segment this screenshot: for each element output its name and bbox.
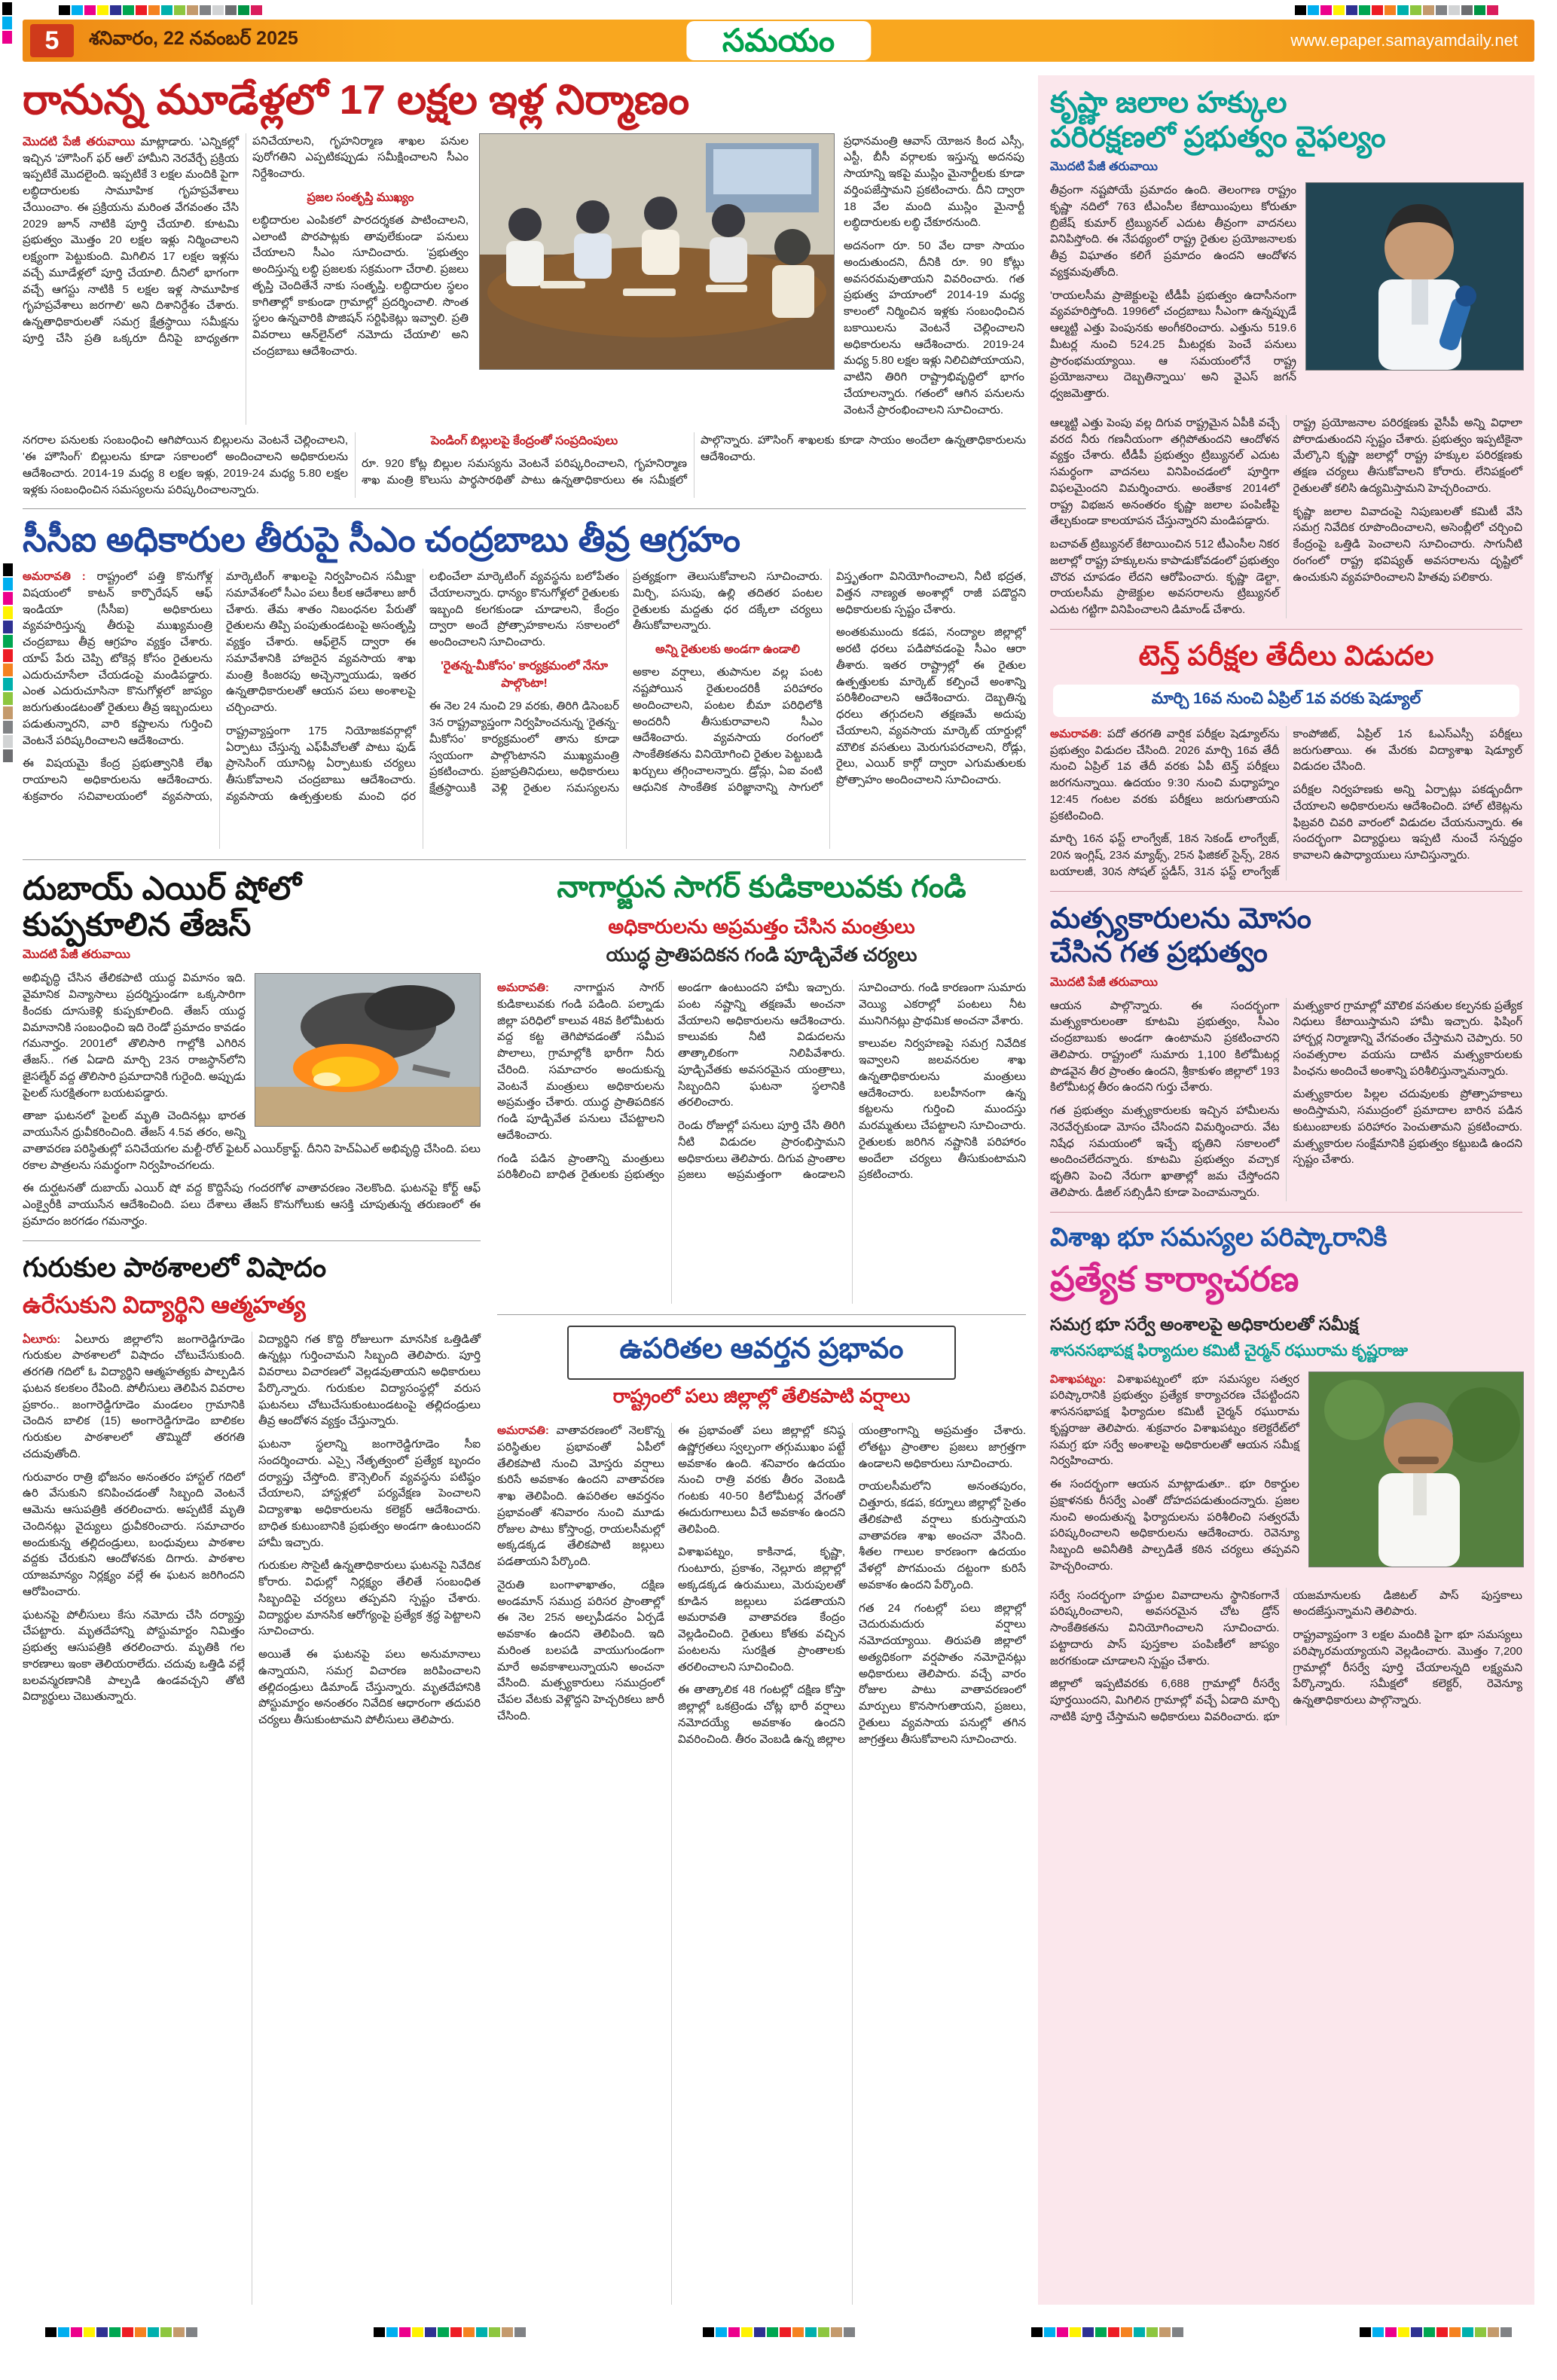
fishermen-paragraph: గత ప్రభుత్వం మత్స్యకారులకు ఇచ్చిన హామీలను నెరవేర్చకుండా మోసం చేసిందని విమర్శించారు. వేట నిషేధ సమయంలో ఇచ్చే భృతిని సకాలంలో అందించలేదన్నారు. కూటమి ప్రభుత్వం వచ్చాక భృతిని పెంచి నేరుగా ఖాతాల్లో జమ చేస్తోందని తెలిపారు. డీజిల్ సబ్సిడీని కూడా పెంచామన్నారు. bbox=[1050, 1104, 1280, 1199]
bottom-middle-column bbox=[497, 871, 1026, 2305]
sagar-paragraph-text: నాగార్జున సాగర్ కుడికాలువకు గండి పడింది. పల్నాడు జిల్లా పరిధిలో కాలువ 48వ కిలోమీటరు వద్ద కట్ట తెగిపోవడంతో సమీప పొలాలు, గ్రామాల్లోకి భారీగా నీరు చేరింది. సమాచారం అందుకున్న వెంటనే మంత్రులు అధికారులను అప్రమత్తం చేశారు. యుద్ధ ప్రాతిపదికన గండి పూడ్చివేత పనులు చేపట్టాలని ఆదేశించారు. bbox=[497, 981, 664, 1142]
cci-subhead-2: అన్ని రైతులకు అండగా ఉండాలి bbox=[655, 643, 800, 657]
housing-paragraph: మాట్లాడారు. 'ఎన్నికల్లో ఇచ్చిన 'హౌసింగ్ ఫర్ ఆల్' హామీని నెరవేర్చే ప్రక్రియ ఇప్పటికే మొదలైంది. ఇప్పటికే 3 లక్షల మందికి పైగా లబ్ధిదారులకు సామూహిక గృహప్రవేశాలు చేయించాం. ఈ ప్రక్రియను మరింత వేగవంతం చేసి 2029 జూన్ నాటికి పూర్తి చేయాలి. కూటమి ప్రభుత్వం మొత్తం 20 లక్షల ఇళ్లు నిర్మించాలని లక్ష్యంగా పెట్టుకుంది. మిగిలిన 17 లక్షల ఇళ్లను వచ్చే మూడేళ్లలో పూర్తి చేయాలి. దీనిలో భాగంగా వచ్చే ఆగస్టు నాటికి 5 లక్షల ఇళ్ల సామూహిక గృహప్రవేశాలు జరగాలి' అని దిశానిర్దేశం చేశారు. ఉన్నతాధికారులతో సమగ్ర క్షేత్రస్థాయి సమీక్షను పూర్తి చేసి ప్రతి ఒక్కరూ దీనిపై బాధ్యతగా పనిచేయాలని, గృహనిర్మాణ శాఖల పనుల పురోగతిని ఎప్పటికప్పుడు సమీక్షించాలని సీఎం నిర్దేశించారు. bbox=[23, 134, 469, 345]
weather-paragraph: ఈ ప్రభావంతో పలు జిల్లాల్లో కనిష్ఠ ఉష్ణోగ్రతలు స్వల్పంగా తగ్గుముఖం పట్టే అవకాశం ఉంది. శనివారం ఉదయం నుంచి రాత్రి వరకు తీరం వెంబడి గంటకు 40-50 కిలోమీటర్ల వేగంతో ఈదురుగాలులు వీచే అవకాశం ఉందని తెలిపింది. bbox=[678, 1424, 845, 1536]
sagar-paragraph: కాలువల నిర్వహణపై సమగ్ర నివేదిక ఇవ్వాలని జలవనరుల శాఖ ఉన్నతాధికారులను మంత్రులు ఆదేశించారు. బలహీనంగా ఉన్న కట్టలను గుర్తించి ముందస్తు మరమ్మతులు చేపట్టాలని సూచించారు. రైతులకు జరిగిన నష్టానికి పరిహారం అందేలా చర్యలు తీసుకుంటామని ప్రకటించారు. bbox=[859, 1037, 1026, 1182]
bottom-left-column bbox=[23, 871, 481, 2305]
page-header-bar bbox=[23, 20, 1534, 62]
registration-marks-left-edge bbox=[3, 563, 13, 762]
housing-body-right bbox=[844, 133, 1024, 426]
tenth-paragraph: పరీక్షల నిర్వహణకు అన్ని ఏర్పాట్లు పకడ్బందీగా చేయాలని అధికారులను ఆదేశించింది. హాల్ టికెట్లను ఫిబ్రవరి చివరి వారంలో విడుదల చేయనున్నారు. ఈ సందర్భంగా విద్యార్థులు ఇప్పటి నుంచే సన్నద్ధం కావాలని ఉపాధ్యాయులు సూచిస్తున్నారు. bbox=[1293, 783, 1522, 862]
visakha-paragraph bbox=[1050, 1372, 1299, 1470]
gurukula-paragraph-text: ఏలూరు జిల్లాలోని జంగారెడ్డిగూడెం గురుకుల పాఠశాలలో విషాదం చోటుచేసుకుంది. తరగతి గదిలో ఓ విద్యార్థిని ఆత్మహత్యకు పాల్పడిన ఘటన కలకలం రేపింది. పోలీసులు తెలిపిన వివరాల ప్రకారం.. జంగారెడ్డిగూడెం మండలం గ్రామానికి చెందిన బాలిక (15) అంగారెడ్డిగూడెం బాలికల గురుకుల పాఠశాలలో తొమ్మిదో తరగతి చదువుతోంది. bbox=[23, 1332, 245, 1460]
housing-headline: రానున్న మూడేళ్లలో 17 లక్షల ఇళ్ల నిర్మాణం bbox=[23, 76, 690, 123]
registration-marks-top-left bbox=[59, 5, 262, 15]
dateline-amaravati: అమరావతి: bbox=[1050, 727, 1102, 740]
gurukula-paragraph: ఘటనా స్థలాన్ని జంగారెడ్డిగూడెం సీఐ సందర్శించారు. ఎస్సై నేతృత్వంలో ప్రత్యేక బృందం దర్యాప్తు చేస్తోంది. కౌన్సెలింగ్ వ్యవస్థను పటిష్ఠం చేయాలని, హాస్టళ్లలో పర్యవేక్షణ పెంచాలని విద్యాశాఖ అధికారులను కలెక్టర్ ఆదేశించారు. బాధిత కుటుంబానికి ప్రభుత్వం అండగా ఉంటుందని హామీ ఇచ్చారు. bbox=[258, 1438, 481, 1549]
ys-jagan-photo bbox=[1305, 182, 1524, 371]
gurukula-headline: గురుకుల పాఠశాలలో విషాదం bbox=[23, 1251, 327, 1283]
right-content-zone bbox=[1038, 75, 1534, 2305]
visakha-paragraph-text: విశాఖపట్నంలో భూ సమస్యల సత్వర పరిష్కారానికి ప్రభుత్వం ప్రత్యేక కార్యాచరణ చేపట్టిందని శాసనసభాపక్ష ఫిర్యాదుల కమిటీ చైర్మన్ రఘురామ కృష్ణరాజు తెలిపారు. శుక్రవారం విశాఖపట్నం కలెక్టరేట్‌లో సమగ్ర భూ సర్వే అంశాలపై అధికారులతో ఆయన సమీక్ష నిర్వహించారు. bbox=[1050, 1372, 1299, 1468]
housing-paragraph: నగరాల పనులకు సంబంధించి ఆగిపోయిన బిల్లులను వెంటనే చెల్లించాలని, 'ఈ హౌసింగ్' బిల్లులను కూడా సకాలంలో అందించాలని అధికారులను ఆదేశించారు. 2014-19 మధ్య 8 లక్షల ఇళ్లు, 2019-24 మధ్య 5.80 లక్షల ఇళ్లకు సంబంధించిన సమస్యలను పరిష్కరించాలన్నారు. bbox=[23, 434, 348, 496]
continued-from-page1: మొదటి పేజీ తరువాయి bbox=[1050, 160, 1158, 174]
dateline-amaravati: అమరావతి : bbox=[23, 570, 86, 584]
weather-body bbox=[497, 1423, 1026, 2305]
weather-paragraph: నైరుతి బంగాళాఖాతం, దక్షిణ అండమాన్ సముద్ర పరిసర ప్రాంతాల్లో ఈ నెల 25న అల్పపీడనం ఏర్పడే అవకాశం ఉందని తెలిపింది. ఇది మరింత బలపడి వాయుగుండంగా మారే అవకాశాలున్నాయని అంచనా వేసింది. మత్స్యకారులు సముద్రంలో చేపల వేటకు వెళ్లొద్దని హెచ్చరికలు జారీ చేసింది. bbox=[497, 1578, 664, 1722]
housing-paragraph: అదనంగా రూ. 50 వేల దాకా సాయం అందుతుందని, దీనికి రూ. 90 కోట్లు అవసరమవుతాయని వివరించారు. గత ప్రభుత్వ హయాంలో 2014-19 మధ్య కాలంలో నిర్మించిన ఇళ్లకు సంబంధించిన బకాయిలను వెంటనే చెల్లించాలని అధికారులను ఆదేశించారు. 2019-24 మధ్య 5.80 లక్షల ఇళ్లు నిలిచిపోయాయని, వాటిని తిరిగి రాష్ట్రాభివృద్ధిలో భాగం చేయాలన్నారు. గతంలో ఆగిన పనులను వెంటనే ప్రారంభించాలని సూచించారు. bbox=[844, 240, 1024, 416]
article-dubai-tejas bbox=[23, 871, 481, 1230]
divider bbox=[23, 859, 1026, 860]
housing-review-meeting-photo bbox=[479, 133, 835, 370]
registration-marks-top-right bbox=[1295, 5, 1498, 15]
article-fishermen bbox=[1050, 902, 1522, 1201]
visakha-paragraph: సర్వే సందర్భంగా హద్దుల వివాదాలను స్థానికంగానే పరిష్కరించాలని, అవసరమైన చోట డ్రోన్ సాంకేతికతను వినియోగించాలని సూచించారు. పట్టాదారు పాస్ పుస్తకాల పంపిణీలో జాప్యం జరగకుండా చూడాలని స్పష్టం చేశారు. bbox=[1050, 1588, 1280, 1668]
weather-paragraph: రాయలసీమలోని అనంతపురం, చిత్తూరు, కడప, కర్నూలు జిల్లాల్లో సైతం తేలికపాటి వర్షాలు కురుస్తాయని వాతావరణ శాఖ అంచనా వేసింది. శీతల గాలుల కారణంగా ఉదయం వేళల్లో పొగమంచు దట్టంగా కురిసే అవకాశం ఉందని పేర్కొంది. bbox=[859, 1480, 1026, 1591]
dubai-body bbox=[23, 970, 481, 1229]
gurukula-paragraph: అయితే ఈ ఘటనపై పలు అనుమానాలు ఉన్నాయని, సమగ్ర విచారణ జరిపించాలని తల్లిదండ్రులు డిమాండ్ చేస్తున్నారు. మృతదేహానికి పోస్టుమార్టం అనంతరం నివేదిక ఆధారంగా తదుపరి చర్యలు తీసుకుంటామని పోలీసులు తెలిపారు. bbox=[258, 1648, 481, 1727]
article-sagar-breach bbox=[497, 871, 1026, 1304]
visakha-body-left bbox=[1050, 1372, 1299, 1582]
cci-subhead-1: 'రైతన్న-మీకోసం' కార్యక్రమంలో నేనూ పాల్గొంటా! bbox=[440, 659, 609, 691]
cci-paragraph: రాష్ట్రవ్యాప్తంగా 175 నియోజకవర్గాల్లో ఏర్పాటు చేస్తున్న ఎఫ్‌పీవోలతో పాటు ఫుడ్ ప్రాసెసింగ్ యూనిట్ల ఏర్పాటుకు చర్యలు తీసుకోవాలని చంద్రబాబు ఆదేశించారు. వ్యవసాయ ఉత్పత్తులకు మంచి ధర లభించేలా మార్కెటింగ్ వ్యవస్థను బలోపేతం చేయాలన్నారు. ధాన్యం కొనుగోళ్లలో రైతులకు ఇబ్బంది కలగకుండా చూడాలని, కేంద్రం ద్వారా అందే ప్రోత్సాహకాలను సకాలంలో అందించాలని సూచించారు. bbox=[226, 570, 619, 803]
gurukula-paragraph: గురుకుల సొసైటీ ఉన్నతాధికారులు ఘటనపై నివేదిక కోరారు. విధుల్లో నిర్లక్ష్యం తేలితే సంబంధిత సిబ్బందిపై చర్యలు తప్పవని స్పష్టం చేశారు. విద్యార్థుల మానసిక ఆరోగ్యంపై ప్రత్యేక శ్రద్ధ పెట్టాలని సూచించారు. bbox=[258, 1559, 481, 1638]
housing-paragraph: రూ. 920 కోట్ల బిల్లుల సమస్యను వెంటనే పరిష్కరించాలని, గృహనిర్మాణ శాఖ మంత్రి కొలుసు పార్థసారథితో పాటు ఉన్నతాధికారులు ఈ సమీక్షలో పాల్గొన్నారు. హౌసింగ్ శాఖలకు కూడా సాయం అందేలా ఉన్నతాధికారులను ఆదేశించారు. bbox=[362, 434, 1026, 487]
dubai-headline-line2: కుప్పకూలిన తేజస్ bbox=[23, 907, 252, 944]
article-visakha-land bbox=[1050, 1223, 1522, 1726]
krishna-paragraph: కృష్ణా జలాల వివాదంపై నిపుణులతో కమిటీ వేసి సమగ్ర నివేదిక రూపొందించాలని, అసెంబ్లీలో చర్చించి కేంద్రంపై ఒత్తిడి పెంచాలని సూచించారు. సాగునీటి రంగంలో రాష్ట్ర భవిష్యత్ అవసరాలను దృష్టిలో ఉంచుకుని వ్యవహరించాలని హితవు పలికారు. bbox=[1293, 505, 1522, 584]
gurukula-paragraph: గురువారం రాత్రి భోజనం అనంతరం హాస్టల్ గదిలో ఉరి వేసుకుని కనిపించడంతో సిబ్బంది వెంటనే ఆమెను ఆసుపత్రికి తరలించారు. అప్పటికే మృతి చెందినట్లు వైద్యులు ధ్రువీకరించారు. సమాచారం అందుకున్న తల్లిదండ్రులు, బంధువులు పాఠశాల వద్దకు చేరుకుని ఆందోళనకు దిగారు. పాఠశాల యాజమాన్యం నిర్లక్ష్యం వల్లే ఈ ఘటన జరిగిందని ఆరోపించారు. bbox=[23, 1470, 245, 1598]
krishna-paragraph: 'రాయలసీమ ప్రాజెక్టులపై టీడీపీ ప్రభుత్వం ఉదాసీనంగా వ్యవహరిస్తోంది. 1996లో చంద్రబాబు సీఎంగా ఉన్నప్పుడే ఆల్మట్టి ఎత్తు పెంపునకు అంగీకరించారు. ఎత్తును 519.6 మీటర్ల నుంచి 524.25 మీటర్లకు పెంచే పనులు ప్రారంభమయ్యాయి. ఆ సమయంలోనే రాష్ట్ర ప్రయోజనాలు దెబ్బతిన్నాయి' అని వైఎస్ జగన్ ధ్వజమెత్తారు. bbox=[1050, 288, 1296, 401]
raghurama-krishnaraju-photo bbox=[1308, 1372, 1524, 1567]
divider bbox=[1050, 629, 1522, 630]
article-tenth-exams bbox=[1050, 640, 1522, 880]
tenth-paragraph: మార్చి 16న ఫస్ట్ లాంగ్వేజ్, 18న సెకండ్ లాంగ్వేజ్, 20న ఇంగ్లిష్, 23న మ్యాథ్స్, 25న ఫిజికల్ సైన్స్, 28న బయాలజీ, 30న సోషల్ స్టడీస్, 31న ఫస్ట్ లాంగ్వేజ్ కాంపోజిట్, ఏప్రిల్ 1న ఓఎస్ఎస్సీ పరీక్షలు జరుగుతాయి. ఈ మేరకు విద్యాశాఖ షెడ్యూల్ విడుదల చేసింది. bbox=[1050, 727, 1522, 878]
gurukula-paragraph: ఘటనపై పోలీసులు కేసు నమోదు చేసి దర్యాప్తు చేపట్టారు. మృతదేహాన్ని పోస్టుమార్టం నిమిత్తం ప్రభుత్వ ఆసుపత్రికి తరలించారు. మృతికి గల కారణాలు ఇంకా తెలియరాలేదు. చదువు ఒత్తిడి వల్లే బలవన్మరణానికి పాల్పడి ఉండవచ్చని తోటి విద్యార్థులు చెబుతున్నారు. bbox=[23, 1608, 245, 1704]
tenth-paragraph-text: పదో తరగతి వార్షిక పరీక్షల షెడ్యూల్‌ను ప్రభుత్వం విడుదల చేసింది. 2026 మార్చి 16వ తేదీ నుంచి ఏప్రిల్ 1వ తేదీ వరకు ఏపీ టెన్త్ పరీక్షలు జరగనున్నాయి. ఉదయం 9:30 నుంచి మధ్యాహ్నం 12:45 గంటల వరకు పరీక్షలు జరుగుతాయని ప్రకటించింది. bbox=[1050, 727, 1280, 822]
fishermen-paragraph: ఆయన పాల్గొన్నారు. ఈ సందర్భంగా మత్స్యకారులంతా కూటమి ప్రభుత్వం, సీఎం చంద్రబాబుకు అండగా ఉంటామని ప్రకటించారని తెలిపారు. రాష్ట్రంలో సుమారు 1,100 కిలోమీటర్ల పొడవైన తీర ప్రాంతం ఉందని, శ్రీకాకుళం జిల్లాలో 193 కిలోమీటర్ల తీరం ఉందని గుర్తు చేశారు. bbox=[1050, 999, 1280, 1094]
fishermen-paragraph: మత్స్యకార గ్రామాల్లో మౌలిక వసతుల కల్పనకు ప్రత్యేక నిధులు కేటాయిస్తామని హామీ ఇచ్చారు. ఫిషింగ్ హార్బర్ల నిర్మాణాన్ని వేగవంతం చేస్తామని చెప్పారు. 50 సంవత్సరాల వయసు దాటిన మత్స్యకారులకు పింఛను అందించే అంశాన్ని పరిశీలిస్తున్నామన్నారు. bbox=[1293, 999, 1522, 1078]
sagar-paragraph bbox=[497, 980, 664, 1144]
divider bbox=[1050, 891, 1522, 892]
colorbar-group bbox=[703, 2327, 855, 2337]
dateline-visakhapatnam: విశాఖపట్నం: bbox=[1050, 1372, 1107, 1386]
krishna-body-left bbox=[1050, 182, 1296, 409]
registration-marks-bottom bbox=[45, 2327, 1512, 2337]
dubai-paragraph: ఈ దుర్ఘటనతో దుబాయ్ ఎయిర్ షో వద్ద కొద్దిసేపు గందరగోళ వాతావరణం నెలకొంది. ఘటనపై కోర్ట్ ఆఫ్ ఎంక్వైరీకి వాయుసేన ఆదేశించింది. పలు దేశాలు తేజస్ కొనుగోలుకు ఆసక్తి చూపుతున్న తరుణంలో ఈ ప్రమాదం జరగడం గమనార్హం. bbox=[23, 1182, 481, 1228]
dubai-headline bbox=[23, 871, 481, 943]
cci-headline: సీసీఐ అధికారుల తీరుపై సీఎం చంద్రబాబు తీవ్ర ఆగ్రహం bbox=[23, 520, 740, 560]
cci-body bbox=[23, 569, 1026, 849]
fishermen-body bbox=[1050, 998, 1522, 1201]
continued-from-page1: మొదటి పేజీ తరువాయి bbox=[23, 135, 136, 148]
article-gurukula bbox=[23, 1252, 481, 2305]
cci-paragraph: అంతకుముందు కడప, నంద్యాల జిల్లాల్లో అరటి ధరలు పడిపోవడంపై సీఎం ఆరా తీశారు. ఇతర రాష్ట్రాల్లో ఈ రైతుల ఉత్పత్తులకు మార్కెట్ కల్పించే అంశాన్ని పరిశీలించాలని ఆదేశించారు. దెబ్బతిన్న ధరలు తగ్గుదలని తక్షణమే అదుపు చేయాలని, వ్యవసాయ మార్కెట్ యార్డుల్లో మౌలిక వసతులు మెరుగుపరచాలని, రోడ్లు, రైలు, ఎయిర్ కార్గో ద్వారా ఎగుమతులకు ప్రోత్సాహం అందించాలని సూచించారు. bbox=[836, 626, 1026, 787]
krishna-paragraph: తీవ్రంగా నష్టపోయే ప్రమాదం ఉంది. తెలంగాణ రాష్ట్రం కృష్ణా నదిలో 763 టీఎంసీల కేటాయింపులు కోరుతూ బ్రిజేష్ కుమార్ ట్రిబ్యునల్ ఎదుట తీవ్రంగా వాదనలు వినిపిస్తోంది. ఈ నేపథ్యంలో రాష్ట్ర రైతుల ప్రయోజనాలకు తీవ్ర విఘాతం కలిగే ప్రమాదం ఉందని ఆందోళన వ్యక్తమవుతోంది. bbox=[1050, 184, 1296, 279]
housing-body-bottom bbox=[23, 432, 1026, 498]
article-weather bbox=[497, 1326, 1026, 2305]
page-number: 5 bbox=[30, 24, 74, 57]
colorbar-group bbox=[1031, 2327, 1183, 2337]
dubai-headline-line1: దుబాయ్ ఎయిర్ షోలో bbox=[23, 871, 301, 908]
dateline-eluru: ఏలూరు: bbox=[23, 1332, 61, 1346]
tejas-crash-photo bbox=[255, 973, 481, 1127]
cci-paragraph bbox=[23, 569, 212, 749]
krishna-paragraph: రాష్ట్ర ప్రయోజనాల పరిరక్షణకు వైసీపీ అన్ని విధాలా పోరాడుతుందని స్పష్టం చేశారు. ప్రభుత్వం ఇప్పటికైనా మేల్కొని కృష్ణా జలాల్లో రాష్ట్ర హక్కుల పరిరక్షణకు తక్షణ చర్యలు తీసుకోవాలని కోరారు. లేనిపక్షంలో రైతులతో కలిసి ఉద్యమిస్తామని హెచ్చరించారు. bbox=[1293, 416, 1522, 495]
sagar-body bbox=[497, 980, 1026, 1304]
divider bbox=[1050, 1212, 1522, 1213]
fishermen-headline bbox=[1050, 902, 1522, 971]
tenth-body bbox=[1050, 726, 1522, 880]
housing-paragraph: ప్రధానమంత్రి ఆవాస్ యోజన కింద ఎస్సీ, ఎస్టీ, బీసీ వర్గాలకు ఇస్తున్న అదనపు సాయాన్ని ఇకపై ముస్లిం మైనార్టీలకు కూడా వర్తింపజేస్తామని ప్రకటించారు. దీని ద్వారా 18 వేల మంది ముస్లిం మైనార్టీ లబ్ధిదారులకు లబ్ధి చేకూరనుంది. bbox=[844, 134, 1024, 230]
weather-paragraph-text: వాతావరణంలో నెలకొన్న పరిస్థితుల ప్రభావంతో ఏపీలో తేలికపాటి నుంచి మోస్తరు వర్షాలు కురిసే అవకాశం ఉందని వాతావరణ శాఖ తెలిపింది. ఉపరితల ఆవర్తనం ప్రభావంతో శనివారం నుంచి మూడు రోజుల పాటు కోస్తాంధ్ర, రాయలసీమల్లో అక్కడక్కడ తేలికపాటి జల్లులు పడతాయని పేర్కొంది. bbox=[497, 1424, 664, 1569]
sagar-subhead-1: అధికారులను అప్రమత్తం చేసిన మంత్రులు bbox=[608, 915, 915, 938]
sagar-paragraph: రెండు రోజుల్లో పనులు పూర్తి చేసి తిరిగి నీటి విడుదల ప్రారంభిస్తామని అధికారులు తెలిపారు. దిగువ ప్రాంతాల ప్రజలు అప్రమత్తంగా ఉండాలని సూచించారు. గండి కారణంగా సుమారు వెయ్యి ఎకరాల్లో పంటలు నీట మునిగినట్లు ప్రాథమిక అంచనా వేశారు. bbox=[678, 981, 1026, 1182]
krishna-paragraph: ఆల్మట్టి ఎత్తు పెంపు వల్ల దిగువ రాష్ట్రమైన ఏపీకి వచ్చే వరద నీరు గణనీయంగా తగ్గిపోతుందని ఆందోళన వ్యక్తం చేశారు. టీడీపీ ప్రభుత్వం ట్రిబ్యునల్ ఎదుట సమర్థంగా వాదనలు వినిపించడంలో పూర్తిగా విఫలమైందని విమర్శించారు. అంతేకాక 2014లో రాష్ట్ర విభజన అనంతరం కృష్ణా జలాల పంపిణీపై తేల్చకుండా కాలయాపన చేస్తున్నారని మండిపడ్డారు. bbox=[1050, 416, 1280, 528]
gurukula-paragraph bbox=[23, 1332, 245, 1463]
visakha-body-bottom bbox=[1050, 1588, 1522, 1726]
sagar-subhead-2: యుద్ధ ప్రాతిపదికన గండి పూడ్చివేత చర్యలు bbox=[606, 944, 917, 966]
article-housing bbox=[23, 77, 1026, 498]
divider bbox=[23, 508, 1026, 509]
housing-subhead-2: పెండింగ్ బిల్లులపై కేంద్రంతో సంప్రదింపులు bbox=[430, 435, 618, 448]
gurukula-subhead: ఉరేసుకుని విద్యార్థిని ఆత్మహత్య bbox=[23, 1291, 306, 1318]
fishermen-headline-line1: మత్స్యకారులను మోసం bbox=[1050, 902, 1311, 935]
epaper-website-link[interactable]: www.epaper.samayamdaily.net bbox=[1290, 31, 1518, 50]
weather-paragraph: ఈ తాత్కాలిక 48 గంటల్లో దక్షిణ కోస్తా జిల్లాల్లో ఒకట్రెండు చోట్ల భారీ వర్షాలు నమోదయ్యే అవకాశం ఉందని వివరించింది. తీరం వెంబడి ఉన్న జిల్లాల యంత్రాంగాన్ని అప్రమత్తం చేశారు. లోతట్టు ప్రాంతాల ప్రజలు జాగ్రత్తగా ఉండాలని అధికారులు సూచించారు. bbox=[678, 1424, 1026, 1746]
page-date: శనివారం, 22 నవంబర్ 2025 bbox=[89, 27, 298, 49]
masthead-title: సమయం bbox=[686, 21, 871, 60]
weather-paragraph: విశాఖపట్నం, కాకినాడ, కృష్ణా, గుంటూరు, ప్రకాశం, నెల్లూరు జిల్లాల్లో అక్కడక్కడ ఉరుములు, మెరుపులతో కూడిన జల్లులు పడతాయని అమరావతి వాతావరణ కేంద్రం వెల్లడించింది. రైతులు కోతకు వచ్చిన పంటలను సురక్షిత ప్రాంతాలకు తరలించాలని సూచించింది. bbox=[678, 1545, 845, 1674]
cci-paragraph: ఈ విషయమై కేంద్ర ప్రభుత్వానికి లేఖ రాయాలని అధికారులను ఆదేశించారు. శుక్రవారం సచివాలయంలో వ్యవసాయ, మార్కెటింగ్ శాఖలపై నిర్వహించిన సమీక్షా సమావేశంలో సీఎం పలు కీలక ఆదేశాలు జారీ చేశారు. తేమ శాతం నిబంధనల పేరుతో రైతులను తిప్పి పంపుతుండటంపై అసంతృప్తి వ్యక్తం చేశారు. ఆఫ్‌లైన్ ద్వారా ఈ సమావేశానికి హాజరైన వ్యవసాయ శాఖ మంత్రి కింజరపు అచ్చెన్నాయుడు, ఇతర ఉన్నతాధికారులతో ఆయన పలు అంశాలపై చర్చించారు. bbox=[23, 570, 416, 803]
colorbar-group bbox=[45, 2327, 197, 2337]
cci-paragraph-text: రాష్ట్రంలో పత్తి కొనుగోళ్ల విషయంలో కాటన్ కార్పొరేషన్ ఆఫ్ ఇండియా (సీసీఐ) అధికారులు వ్యవహరిస్తున్న తీరుపై ముఖ్యమంత్రి చంద్రబాబు తీవ్ర ఆగ్రహం వ్యక్తం చేశారు. యాప్ పేరు చెప్పి టోకెన్ల కోసం రైతులను ఎదురుచూసేలా చేయడంపై మండిపడ్డారు. ఎంత ఎదురుచూసినా కొనుగోళ్లలో జాప్యం జరుగుతుండటంతో రైతులు తీవ్ర ఇబ్బందులు పడుతున్నారని, వారి కష్టాలను గుర్తించి వెంటనే పరిష్కరించాలని ఆదేశించారు. bbox=[23, 570, 212, 747]
visakha-paragraph: జిల్లాలో ఇప్పటివరకు 6,688 గ్రామాల్లో రీసర్వే పూర్తయిందని, మిగిలిన గ్రామాల్లో వచ్చే ఏడాది మార్చి నాటికి పూర్తి చేస్తామని అధికారులు వివరించారు. భూ యజమానులకు డిజిటల్ పాస్ పుస్తకాలు అందజేస్తున్నామని తెలిపారు. bbox=[1050, 1588, 1522, 1723]
visakha-paragraph: రాష్ట్రవ్యాప్తంగా 3 లక్షల మందికి పైగా భూ సమస్యలు పరిష్కారమయ్యాయని వెల్లడించారు. మొత్తం 7,200 గ్రామాల్లో రీసర్వే పూర్తి చేయాలన్నది లక్ష్యమని పేర్కొన్నారు. సమీక్షలో కలెక్టర్, రెవెన్యూ ఉన్నతాధికారులు పాల్గొన్నారు. bbox=[1293, 1628, 1522, 1707]
visakha-subhead-2: శాసనసభాపక్ష ఫిర్యాదుల కమిటీ చైర్మన్ రఘురామ కృష్ణరాజు bbox=[1050, 1341, 1408, 1359]
krishna-paragraph: బచావత్ ట్రిబ్యునల్ కేటాయించిన 512 టీఎంసీల నికర జలాల్లో రాష్ట్ర హక్కులను కాపాడుకోవడంలో ప్రభుత్వం చొరవ చూపడం లేదని ఆరోపించారు. కృష్ణా డెల్టా, రాయలసీమ ప్రాజెక్టుల అవసరాలను ట్రిబ్యునల్ ఎదుట గట్టిగా వినిపించాలని డిమాండ్ చేశారు. bbox=[1050, 538, 1280, 617]
continued-from-page1: మొదటి పేజీ తరువాయి bbox=[23, 948, 130, 962]
article-krishna-waters bbox=[1050, 86, 1522, 618]
dateline-amaravati: అమరావతి: bbox=[497, 1424, 549, 1438]
krishna-headline-line1: కృష్ణా జలాల హక్కుల bbox=[1050, 87, 1287, 119]
fishermen-headline-line2: చేసిన గత ప్రభుత్వం bbox=[1050, 937, 1268, 969]
weather-paragraph: గత 24 గంటల్లో పలు జిల్లాల్లో చెదురుమదురు వర్షాలు నమోదయ్యాయి. తిరుపతి జిల్లాలో అత్యధికంగా వర్షపాతం నమోదైనట్లు అధికారులు తెలిపారు. వచ్చే వారం రోజుల పాటు వాతావరణంలో మార్పులు కొనసాగుతాయని, ప్రజలు, రైతులు వ్యవసాయ పనుల్లో తగిన జాగ్రత్తలు తీసుకోవాలని సూచించారు. bbox=[859, 1601, 1026, 1746]
cci-paragraph: ఈ నెల 24 నుంచి 29 వరకు, తిరిగి డిసెంబర్ 3న రాష్ట్రవ్యాప్తంగా నిర్వహించనున్న 'రైతన్న-మీకోసం' కార్యక్రమంలో తాను కూడా స్వయంగా పాల్గొంటానని ముఖ్యమంత్రి ప్రకటించారు. ప్రజాప్రతినిధులు, అధికారులు క్షేత్రస్థాయికి వెళ్లి రైతుల సమస్యలను ప్రత్యక్షంగా తెలుసుకోవాలని సూచించారు. మిర్చి, పసుపు, ఉల్లి తదితర పంటల రైతులకు మద్దతు ధర దక్కేలా చర్యలు తీసుకోవాలన్నారు. bbox=[429, 570, 823, 795]
left-content-zone bbox=[23, 75, 1026, 2305]
housing-subhead-1: ప్రజల సంతృప్తి ముఖ్యం bbox=[307, 191, 414, 204]
visakha-headline-line1: విశాఖ భూ సమస్యల పరిష్కారానికి bbox=[1050, 1222, 1388, 1252]
divider bbox=[497, 1314, 1026, 1315]
divider bbox=[23, 1240, 481, 1241]
gurukula-paragraph: విద్యార్థిని గత కొద్ది రోజులుగా మానసిక ఒత్తిడితో ఉన్నట్లు గుర్తించామని సిబ్బంది తెలిపారు. పూర్తి వివరాలు విచారణలో వెల్లడవుతాయని అధికారులు పేర్కొన్నారు. గురుకుల విద్యాసంస్థల్లో వరుస ఘటనలు చోటుచేసుకుంటుండటంపై తల్లిదండ్రులు తీవ్ర ఆందోళన వ్యక్తం చేస్తున్నారు. bbox=[258, 1332, 481, 1428]
sagar-headline: నాగార్జున సాగర్ కుడికాలువకు గండి bbox=[557, 871, 966, 905]
dubai-paragraph: అభివృద్ధి చేసిన తేలికపాటి యుద్ధ విమానం ఇది. వైమానిక విన్యాసాలు ప్రదర్శిస్తుండగా ఒక్కసారిగా కిందకు దూసుకెళ్లి కుప్పకూలింది. తేజస్ యుద్ధ విమానానికి సంబంధించి ఇది రెండో ప్రమాదం కావడం గమనార్హం. 2001లో తొలిసారి గాల్లోకి ఎగిరిన తేజస్.. గత ఏడాది మార్చి 23న రాజస్థాన్‌లోని జైసల్మేర్ వద్ద తొలిసారి ప్రమాదానికి గురైంది. అప్పుడు పైలట్ సురక్షితంగా బయటపడ్డారు. bbox=[23, 972, 246, 1100]
visakha-headline-line2: ప్రత్యేక కార్యాచరణ bbox=[1050, 1259, 1299, 1298]
registration-marks-corner bbox=[2, 2, 12, 44]
weather-headline: ఉపరితల ఆవర్తన ప్రభావం bbox=[567, 1326, 955, 1380]
colorbar-group bbox=[374, 2327, 526, 2337]
housing-paragraph: లబ్ధిదారుల ఎంపికలో పారదర్శకత పాటించాలని, ఎలాంటి పొరపాట్లకు తావులేకుండా పనులు చేయాలని సీఎం సూచించారు. 'ప్రభుత్వం అందిస్తున్న లబ్ధి ప్రజలకు సక్రమంగా చేరాలి. ప్రజలు తృప్తి చెందితేనే నాకు సంతృప్తి. లబ్ధిదారుల స్థలం కాగితాల్లో కాకుండా గ్రామాల్లో ప్రదర్శించాలి. సొంత స్థలం ఉన్నవారికి పొజిషన్ సర్టిఫికెట్లు ఇవ్వాలి. ప్రతి వివరాలు ఆన్‌లైన్‌లో నమోదు చేయాలి' అని చంద్రబాబు ఆదేశించారు. bbox=[252, 213, 469, 358]
article-cci bbox=[23, 520, 1026, 849]
visakha-subhead-1: సమగ్ర భూ సర్వే అంశాలపై అధికారులతో సమీక్ష bbox=[1050, 1314, 1359, 1334]
weather-paragraph bbox=[497, 1423, 664, 1570]
tenth-headline: టెన్త్ పరీక్షల తేదీలు విడుదల bbox=[1138, 639, 1434, 671]
dateline-amaravati: అమరావతి: bbox=[497, 981, 549, 995]
visakha-paragraph: ఈ సందర్భంగా ఆయన మాట్లాడుతూ.. భూ రికార్డుల ప్రక్షాళనకు రీసర్వే ఎంతో దోహదపడుతుందన్నారు. ప్రజల నుంచి అందుతున్న ఫిర్యాదులను పరిశీలించి సత్వరమే పరిష్కరించాలని అధికారులను ఆదేశించారు. రెవెన్యూ సిబ్బంది అవినీతికి పాల్పడితే కఠిన చర్యలు తప్పవని హెచ్చరించారు. bbox=[1050, 1478, 1299, 1573]
continued-from-page1: మొదటి పేజీ తరువాయి bbox=[1050, 975, 1158, 989]
dubai-paragraph: తాజా ఘటనలో పైలట్ మృతి చెందినట్లు భారత వాయుసేన ధ్రువీకరించింది. తేజస్ 4.5వ తరం, అన్ని వాతావరణ పరిస్థితుల్లో పనిచేయగల మల్టీ-రోల్ ఫైటర్ ఎయిర్‌క్రాఫ్ట్. దీనిని హెచ్ఏఎల్ అభివృద్ధి చేసింది. పలు రకాల పాత్రలను సమర్థంగా నిర్వహించగలదు. bbox=[23, 1109, 481, 1172]
tenth-schedule-subhead: మార్చి 16వ నుంచి ఏప్రిల్ 1వ వరకు షెడ్యూల్ bbox=[1053, 685, 1519, 717]
krishna-headline-line2: పరిరక్షణలో ప్రభుత్వం వైఫల్యం bbox=[1050, 121, 1386, 154]
tenth-paragraph bbox=[1050, 726, 1280, 825]
krishna-headline bbox=[1050, 86, 1522, 155]
sagar-paragraph: గండి పడిన ప్రాంతాన్ని మంత్రులు పరిశీలించి బాధిత రైతులకు ప్రభుత్వం అండగా ఉంటుందని హామీ ఇచ్చారు. పంట నష్టాన్ని తక్షణమే అంచనా వేయాలని అధికారులను ఆదేశించారు. కాలువకు నీటి విడుదలను తాత్కాలికంగా నిలిపివేశారు. పూడ్చివేతకు అవసరమైన యంత్రాలు, సిబ్బందిని ఘటనా స్థలానికి తరలించారు. bbox=[497, 981, 845, 1182]
krishna-body-bottom bbox=[1050, 415, 1522, 618]
cci-paragraph: అకాల వర్షాలు, తుపానుల వల్ల పంట నష్టపోయిన రైతులందరికీ పరిహారం అందించాలని, పంటల బీమా పరిధిలోకి అందరినీ తీసుకురావాలని సీఎం ఆదేశించారు. వ్యవసాయ రంగంలో సాంకేతికతను వినియోగించి రైతుల పెట్టుబడి ఖర్చులు తగ్గించాలన్నారు. డ్రోన్లు, ఏఐ వంటి ఆధునిక సాంకేతిక పరిజ్ఞానాన్ని సాగులో విస్తృతంగా వినియోగించాలని, నీటి భద్రత, విత్తన నాణ్యత అంశాల్లో రాజీ పడొద్దని అధికారులకు స్పష్టం చేశారు. bbox=[633, 570, 1026, 794]
fishermen-paragraph: మత్స్యకారుల పిల్లల చదువులకు ప్రోత్సాహకాలు అందిస్తామని, సముద్రంలో ప్రమాదాల బారిన పడిన కుటుంబాలకు పరిహారం పెంచుతామని ప్రకటించారు. మత్స్యకారుల సంక్షేమానికి ప్రభుత్వం కట్టుబడి ఉందని స్పష్టం చేశారు. bbox=[1293, 1088, 1522, 1167]
gurukula-body bbox=[23, 1332, 481, 2305]
colorbar-group bbox=[1360, 2327, 1512, 2337]
weather-subhead: రాష్ట్రంలో పలు జిల్లాల్లో తేలికపాటి వర్షాలు bbox=[612, 1386, 911, 1408]
housing-body-left bbox=[23, 133, 469, 426]
